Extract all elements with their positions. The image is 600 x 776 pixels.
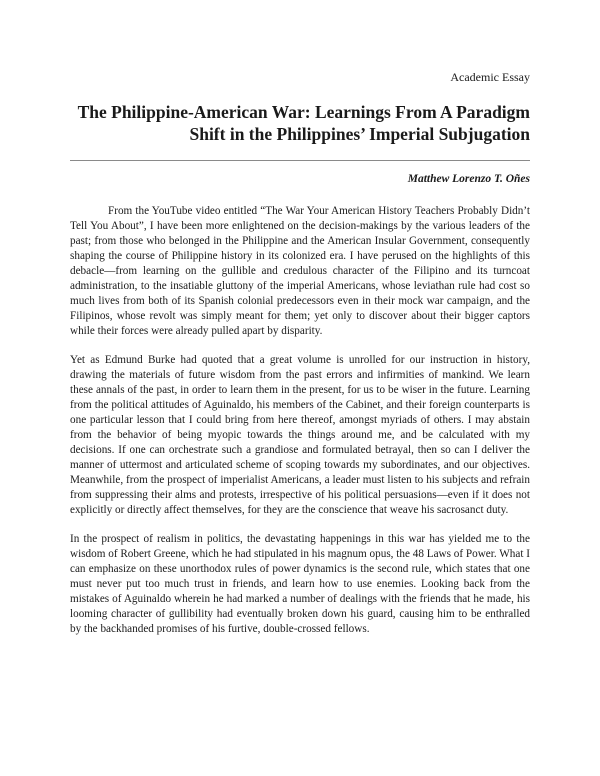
paragraph-1: From the YouTube video entitled “The War Your American History Teachers Probably Didn’t Tell You About”, I have been more enlightened on the decision-makings by the various leaders of the past; from those who belonged in the Philippine and the American Insular Government, consequently shaping the course of Philippine history in its colonized era. I have perused on the highlights of this debacle—from learning on the gullible and credulous character of the Filipino and its turncoat administration, to the insatiable gluttony of the imperial Americans, whose leviathan rule had cost so much lives from both of its Spanish colonial predecessors even in their mock war campaign, and the Filipinos, whose revolt was simply meant for them; yet only to discover about their bigger captors while their forces were already pulled apart by disparity. — [70, 205, 530, 337]
author-name: Matthew Lorenzo T. Oñes — [407, 173, 530, 185]
document-title — [60, 101, 530, 145]
paragraph-3: In the prospect of realism in politics, the devastating happenings in this war has yielded me to the wisdom of Robert Greene, which he had stipulated in his magnum opus, the 48 Laws of Power. What I can emphasize on these unorthodox rules of power dynamics is the second rule, which states that one must never put too much trust in friends, and learn how to use enemies. Looking back from the mistakes of Aguinaldo wherein he had marked a number of dealings with the friends that he made, his looming character of gullibility had eventually broken down his guard, causing him to be enthralled by the backhanded promises of his furtive, double-crossed fellows. — [70, 533, 530, 635]
title-line-2: Shift in the Philippines’ Imperial Subjugation — [189, 124, 530, 144]
essay-body — [70, 204, 530, 651]
paragraph-2: Yet as Edmund Burke had quoted that a great volume is unrolled for our instruction in history, drawing the materials of future wisdom from the past errors and infirmities of mankind. We learn these annals of the past, in order to learn them in the present, for us to be wiser in the future. Learning from the political attitudes of Aguinaldo, his members of the Cabinet, and their foreign counterparts is one particular lesson that I could bring from here thereof, amongst myriads of others. I may abstain from the behavior of being myopic towards the things around me, and be calculated with my decisions. If one can orchestrate such a grandiose and formulated betrayal, then so can I deliver the manner of uttermost and articulated scheme of scoping towards my subordinates, and our objectives. Meanwhile, from the prospect of imperialist Americans, a leader must listen to his subjects and refrain from suppressing their alms and protests, irrespective of his political persuasions—even if it does not explicitly or directly affect themselves, for they are the conscience that weave his sacrosanct duty. — [70, 354, 530, 516]
document-label: Academic Essay — [450, 70, 530, 84]
title-line-1: The Philippine-American War: Learnings From A Paradigm — [77, 102, 530, 122]
title-divider — [70, 160, 530, 161]
